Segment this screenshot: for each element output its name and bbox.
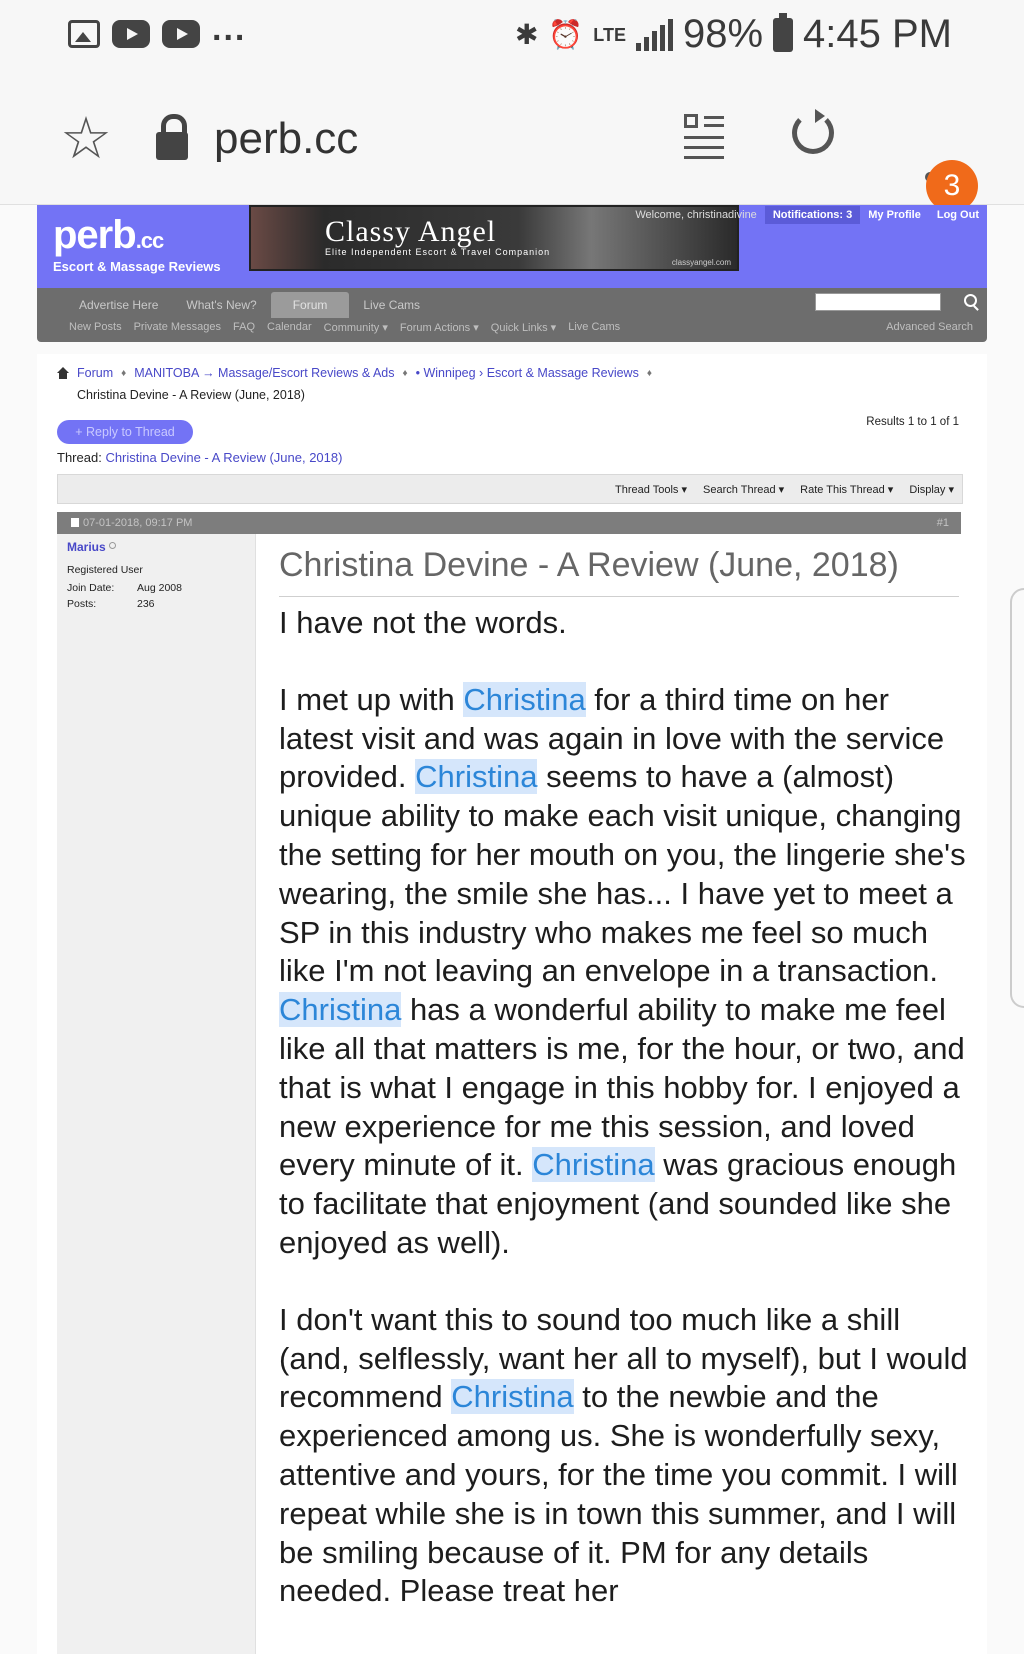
site-tagline: Escort & Massage Reviews bbox=[53, 259, 221, 274]
lte-indicator: LTE bbox=[593, 24, 626, 45]
my-profile-link[interactable]: My Profile bbox=[868, 209, 921, 221]
author-name[interactable]: Marius bbox=[67, 540, 116, 554]
post-author-panel bbox=[57, 534, 256, 1654]
edge-panel-handle[interactable] bbox=[1010, 588, 1024, 1008]
thread-label: Thread: bbox=[57, 450, 102, 465]
search-thread-menu[interactable]: Search Thread ▾ bbox=[703, 483, 785, 496]
tab-whats-new[interactable]: What's New? bbox=[186, 298, 257, 312]
nav-calendar[interactable]: Calendar bbox=[267, 321, 312, 333]
banner-url: classyangel.com bbox=[671, 258, 731, 267]
banner-title: Classy Angel bbox=[325, 215, 497, 248]
post-paragraph-3: I don't want this to sound too much like a shill (and, selflessly, want her all to myself), but I would recommend Christina to the newbie and the experienced among us. She is wonderfully sexy, attentive and yours, for the time you commit. I will repeat while she is in town this summer, and I will be smiling because of it. PM for any details needed. Please treat her bbox=[279, 1301, 968, 1609]
highlighted-keyword: Christina bbox=[532, 1147, 655, 1183]
tab-count-badge[interactable]: 3 bbox=[926, 160, 978, 212]
highlighted-keyword: Christina bbox=[279, 992, 402, 1028]
author-title: Registered User bbox=[67, 564, 143, 576]
tab-forum[interactable]: Forum bbox=[271, 292, 350, 318]
thread-tools-menu[interactable]: Thread Tools ▾ bbox=[615, 483, 688, 496]
highlighted-keyword: Christina bbox=[451, 1379, 574, 1415]
breadcrumb-winnipeg[interactable]: • Winnipeg › Escort & Massage Reviews bbox=[415, 366, 639, 380]
author-join-date: Join Date: Aug 2008 bbox=[67, 582, 182, 594]
alarm-icon: ⏰ bbox=[548, 19, 584, 50]
rate-thread-menu[interactable]: Rate This Thread ▾ bbox=[800, 483, 894, 496]
post-title: Christina Devine - A Review (June, 2018) bbox=[279, 546, 899, 584]
breadcrumb-manitoba[interactable]: MANITOBA → Massage/Escort Reviews & Ads bbox=[134, 366, 395, 380]
signal-icon bbox=[636, 19, 673, 51]
nav-quick-links[interactable]: Quick Links ▾ bbox=[490, 322, 557, 334]
url-bar[interactable]: perb.cc bbox=[214, 114, 359, 163]
title-divider bbox=[279, 596, 959, 597]
post-date: 07-01-2018, 09:17 PM bbox=[71, 512, 192, 534]
user-links bbox=[627, 205, 987, 225]
author-post-count: Posts: 236 bbox=[67, 598, 155, 610]
post-header bbox=[57, 512, 961, 534]
results-count: Results 1 to 1 of 1 bbox=[866, 416, 959, 428]
breadcrumb-current: Christina Devine - A Review (June, 2018) bbox=[77, 388, 305, 402]
clock: 4:45 PM bbox=[803, 12, 952, 56]
thread-title-line bbox=[57, 450, 342, 465]
advanced-search-link[interactable]: Advanced Search bbox=[886, 321, 973, 333]
status-bar bbox=[0, 0, 1024, 72]
thread-tools-bar bbox=[57, 474, 963, 504]
battery-icon bbox=[773, 18, 793, 52]
breadcrumb-forum[interactable]: Forum bbox=[77, 366, 114, 380]
youtube-notification-icon bbox=[112, 20, 150, 48]
post-message bbox=[279, 604, 969, 1649]
banner-subtitle: Elite Independent Escort & Travel Companion bbox=[325, 247, 551, 257]
highlighted-keyword: Christina bbox=[463, 681, 586, 717]
offline-status-icon bbox=[109, 542, 116, 549]
site-search-input[interactable] bbox=[815, 293, 941, 311]
nav-forum-actions[interactable]: Forum Actions ▾ bbox=[399, 322, 479, 334]
nav-faq[interactable]: FAQ bbox=[233, 321, 256, 333]
reply-to-thread-button[interactable]: + Reply to Thread bbox=[57, 420, 193, 444]
nav-private-messages[interactable]: Private Messages bbox=[133, 321, 222, 333]
highlighted-keyword: Christina bbox=[415, 759, 538, 795]
site-logo[interactable]: perb.cc Escort & Massage Reviews bbox=[53, 213, 221, 274]
breadcrumb-separator-icon: ♦ bbox=[646, 367, 652, 379]
nav-live-cams[interactable]: Live Cams bbox=[568, 321, 621, 333]
post-paragraph-1: I have not the words. bbox=[279, 605, 567, 640]
breadcrumb-separator-icon: ♦ bbox=[402, 367, 408, 379]
thread-title-link[interactable]: Christina Devine - A Review (June, 2018) bbox=[105, 450, 343, 465]
bluetooth-icon: ✱ bbox=[514, 19, 539, 50]
youtube-notification-icon-2 bbox=[162, 20, 200, 48]
more-notifications-icon: ... bbox=[212, 10, 247, 48]
display-menu[interactable]: Display ▾ bbox=[909, 483, 954, 496]
nav-new-posts[interactable]: New Posts bbox=[69, 321, 122, 333]
notifications-link[interactable]: Notifications: 3 bbox=[765, 206, 860, 224]
log-out-link[interactable]: Log Out bbox=[936, 209, 979, 221]
site-navbar bbox=[37, 288, 987, 342]
battery-percent: 98% bbox=[682, 12, 764, 56]
tab-advertise-here[interactable]: Advertise Here bbox=[79, 298, 159, 312]
bookmark-star-icon[interactable]: ☆ bbox=[60, 106, 112, 171]
search-icon[interactable] bbox=[964, 294, 977, 307]
forum-content bbox=[37, 354, 987, 1654]
reader-mode-icon[interactable] bbox=[684, 114, 724, 158]
gallery-notification-icon bbox=[68, 20, 100, 48]
browser-toolbar bbox=[0, 72, 1024, 205]
welcome-text: Welcome, christinadivine bbox=[635, 209, 757, 221]
lock-icon[interactable] bbox=[156, 114, 188, 162]
breadcrumb bbox=[57, 366, 652, 380]
nav-community[interactable]: Community ▾ bbox=[323, 322, 388, 334]
post-paragraph-2: I met up with Christina for a third time on her latest visit and was again in love with the service provided. Christina seems to have a (almost) unique ability to make each visit unique, changing the setting for her mouth on you, the lingerie she's wearing, the smile she has... I have yet to meet a SP in this industry who makes me feel so much like I'm not leaving an envelope in a transaction. Christina has a wonderful ability to make me feel like all that matters is me, for the hour, or two, and that is what I engage in this hobby for. I enjoyed a new experience for me this session, and loved every minute of it. Christina was gracious enough to facilitate that enjoyment (and sounded like she enjoyed as well). bbox=[279, 681, 966, 1260]
site-header bbox=[37, 205, 987, 288]
reload-icon[interactable] bbox=[792, 112, 834, 154]
breadcrumb-separator-icon: ♦ bbox=[121, 367, 127, 379]
tab-live-cams[interactable]: Live Cams bbox=[363, 298, 421, 312]
home-icon[interactable] bbox=[57, 367, 69, 379]
post-number-link[interactable]: #1 bbox=[936, 517, 949, 529]
